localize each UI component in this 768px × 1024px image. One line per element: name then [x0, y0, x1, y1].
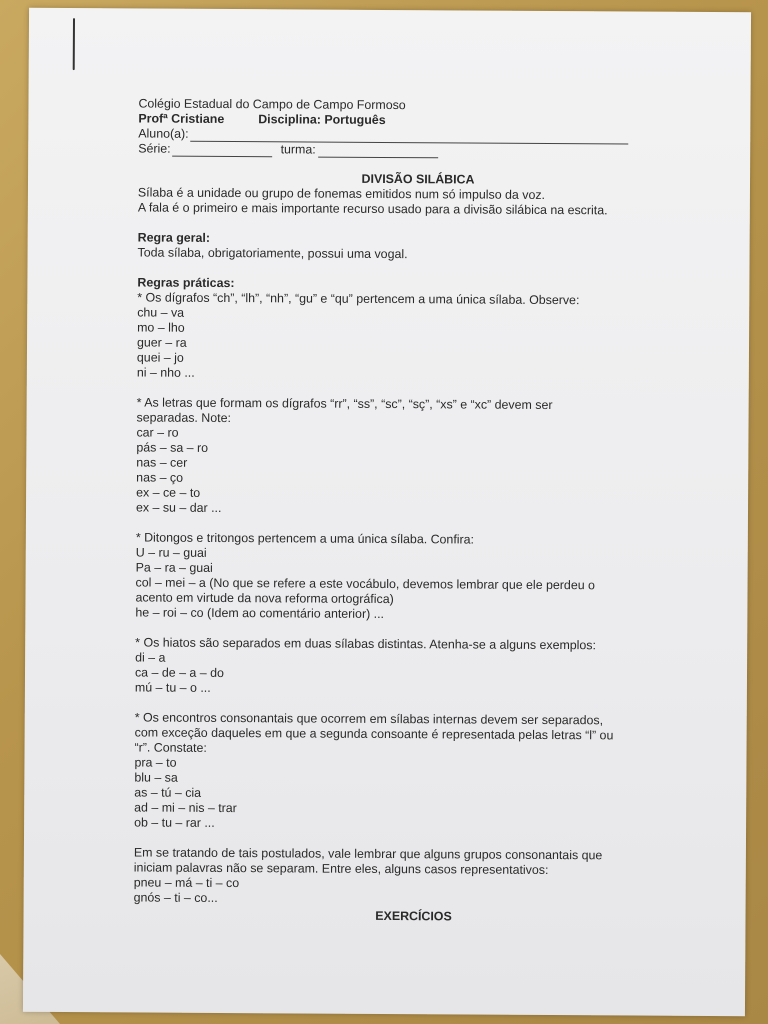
practical-rules-heading: Regras práticas: [137, 275, 235, 291]
example-line: ex – ce – to [136, 485, 201, 500]
rule-text: * Os encontros consonantais que ocorrem em sílabas internas devem ser separados, [134, 710, 604, 728]
grade-blank[interactable] [173, 144, 273, 158]
intro-line: A fala é o primeiro e mais importante recurso usado para a divisão silábica na escrita. [137, 200, 608, 218]
example-line: as – tú – cia [134, 785, 202, 800]
general-rule-heading: Regra geral: [137, 230, 211, 245]
example-line: mú – tu – o ... [134, 680, 211, 695]
example-line: car – ro [136, 425, 179, 440]
example-line: he – roi – co (Idem ao comentário anterior) ... [135, 605, 385, 621]
example-line: nas – cer [136, 455, 188, 470]
example-line: ni – nho ... [136, 365, 195, 380]
grade-label: Série: [138, 141, 171, 156]
example-line: gnós – ti – co... [133, 890, 218, 905]
example-line: mo – lho [137, 320, 185, 335]
class-blank[interactable] [318, 145, 438, 159]
example-line: ex – su – dar ... [135, 500, 222, 515]
example-line: pás – sa – ro [136, 440, 209, 455]
closing-text: iniciam palavras não se separam. Entre eles, alguns casos representativos: [133, 860, 549, 877]
rule-text: * As letras que formam os dígrafos “rr”, “ss”, “sc”, “sç”, “xs” e “xc” devem ser [136, 395, 553, 413]
example-line: U – ru – guai [135, 545, 207, 560]
rule-text: * Os hiatos são separados em duas sílabas distintas. Atenha-se a alguns exemplos: [135, 635, 597, 653]
example-line: di – a [135, 650, 166, 665]
exercises-heading: EXERCÍCIOS [375, 908, 452, 924]
document-content [133, 96, 698, 925]
example-line: quei – jo [136, 350, 184, 365]
page-title: DIVISÃO SILÁBICA [361, 171, 475, 187]
teacher-name: Profª Cristiane [138, 111, 225, 126]
example-line: blu – sa [134, 770, 178, 785]
school-name: Colégio Estadual do Campo de Campo Formoso [138, 96, 406, 113]
rule-text: separadas. Note: [136, 410, 231, 426]
example-line: chu – va [137, 305, 185, 320]
example-line: acento em virtude da nova reforma ortográfica) [135, 590, 394, 607]
intro-line: Sílaba é a unidade ou grupo de fonemas emitidos num só impulso da voz. [137, 185, 546, 202]
example-line: col – mei – a (No que se refere a este vocábulo, devemos lembrar que ele perdeu o [135, 575, 596, 593]
class-label: turma: [280, 142, 316, 157]
general-rule-text: Toda sílaba, obrigatoriamente, possui uma vogal. [137, 245, 408, 262]
rule-text: * Os dígrafos “ch”, “lh”, “nh”, “gu” e “qu” pertencem a uma única sílaba. Observe: [137, 290, 580, 308]
example-line: pneu – má – ti – co [133, 875, 240, 891]
closing-text: Em se tratando de tais postulados, vale lembrar que alguns grupos consonantais que [133, 845, 603, 863]
example-line: nas – ço [136, 470, 184, 485]
example-line: guer – ra [136, 335, 187, 350]
subject-label: Disciplina: Português [258, 112, 386, 127]
example-line: ad – mi – nis – trar [134, 800, 237, 816]
rule-text: com exceção daqueles em que a segunda consoante é representada pelas letras “l” ou [134, 725, 614, 743]
example-line: pra – to [134, 755, 177, 770]
rule-text: * Ditongos e tritongos pertencem a uma única sílaba. Confira: [135, 530, 475, 547]
student-blank[interactable] [191, 129, 629, 145]
pen-mark [73, 18, 75, 70]
example-line: ca – de – a – do [134, 665, 224, 681]
example-line: Pa – ra – guai [135, 560, 213, 575]
example-line: ob – tu – rar ... [134, 815, 215, 830]
paper-sheet [23, 8, 751, 1016]
student-label: Aluno(a): [138, 126, 189, 141]
rule-text: “r”. Constate: [134, 740, 207, 755]
